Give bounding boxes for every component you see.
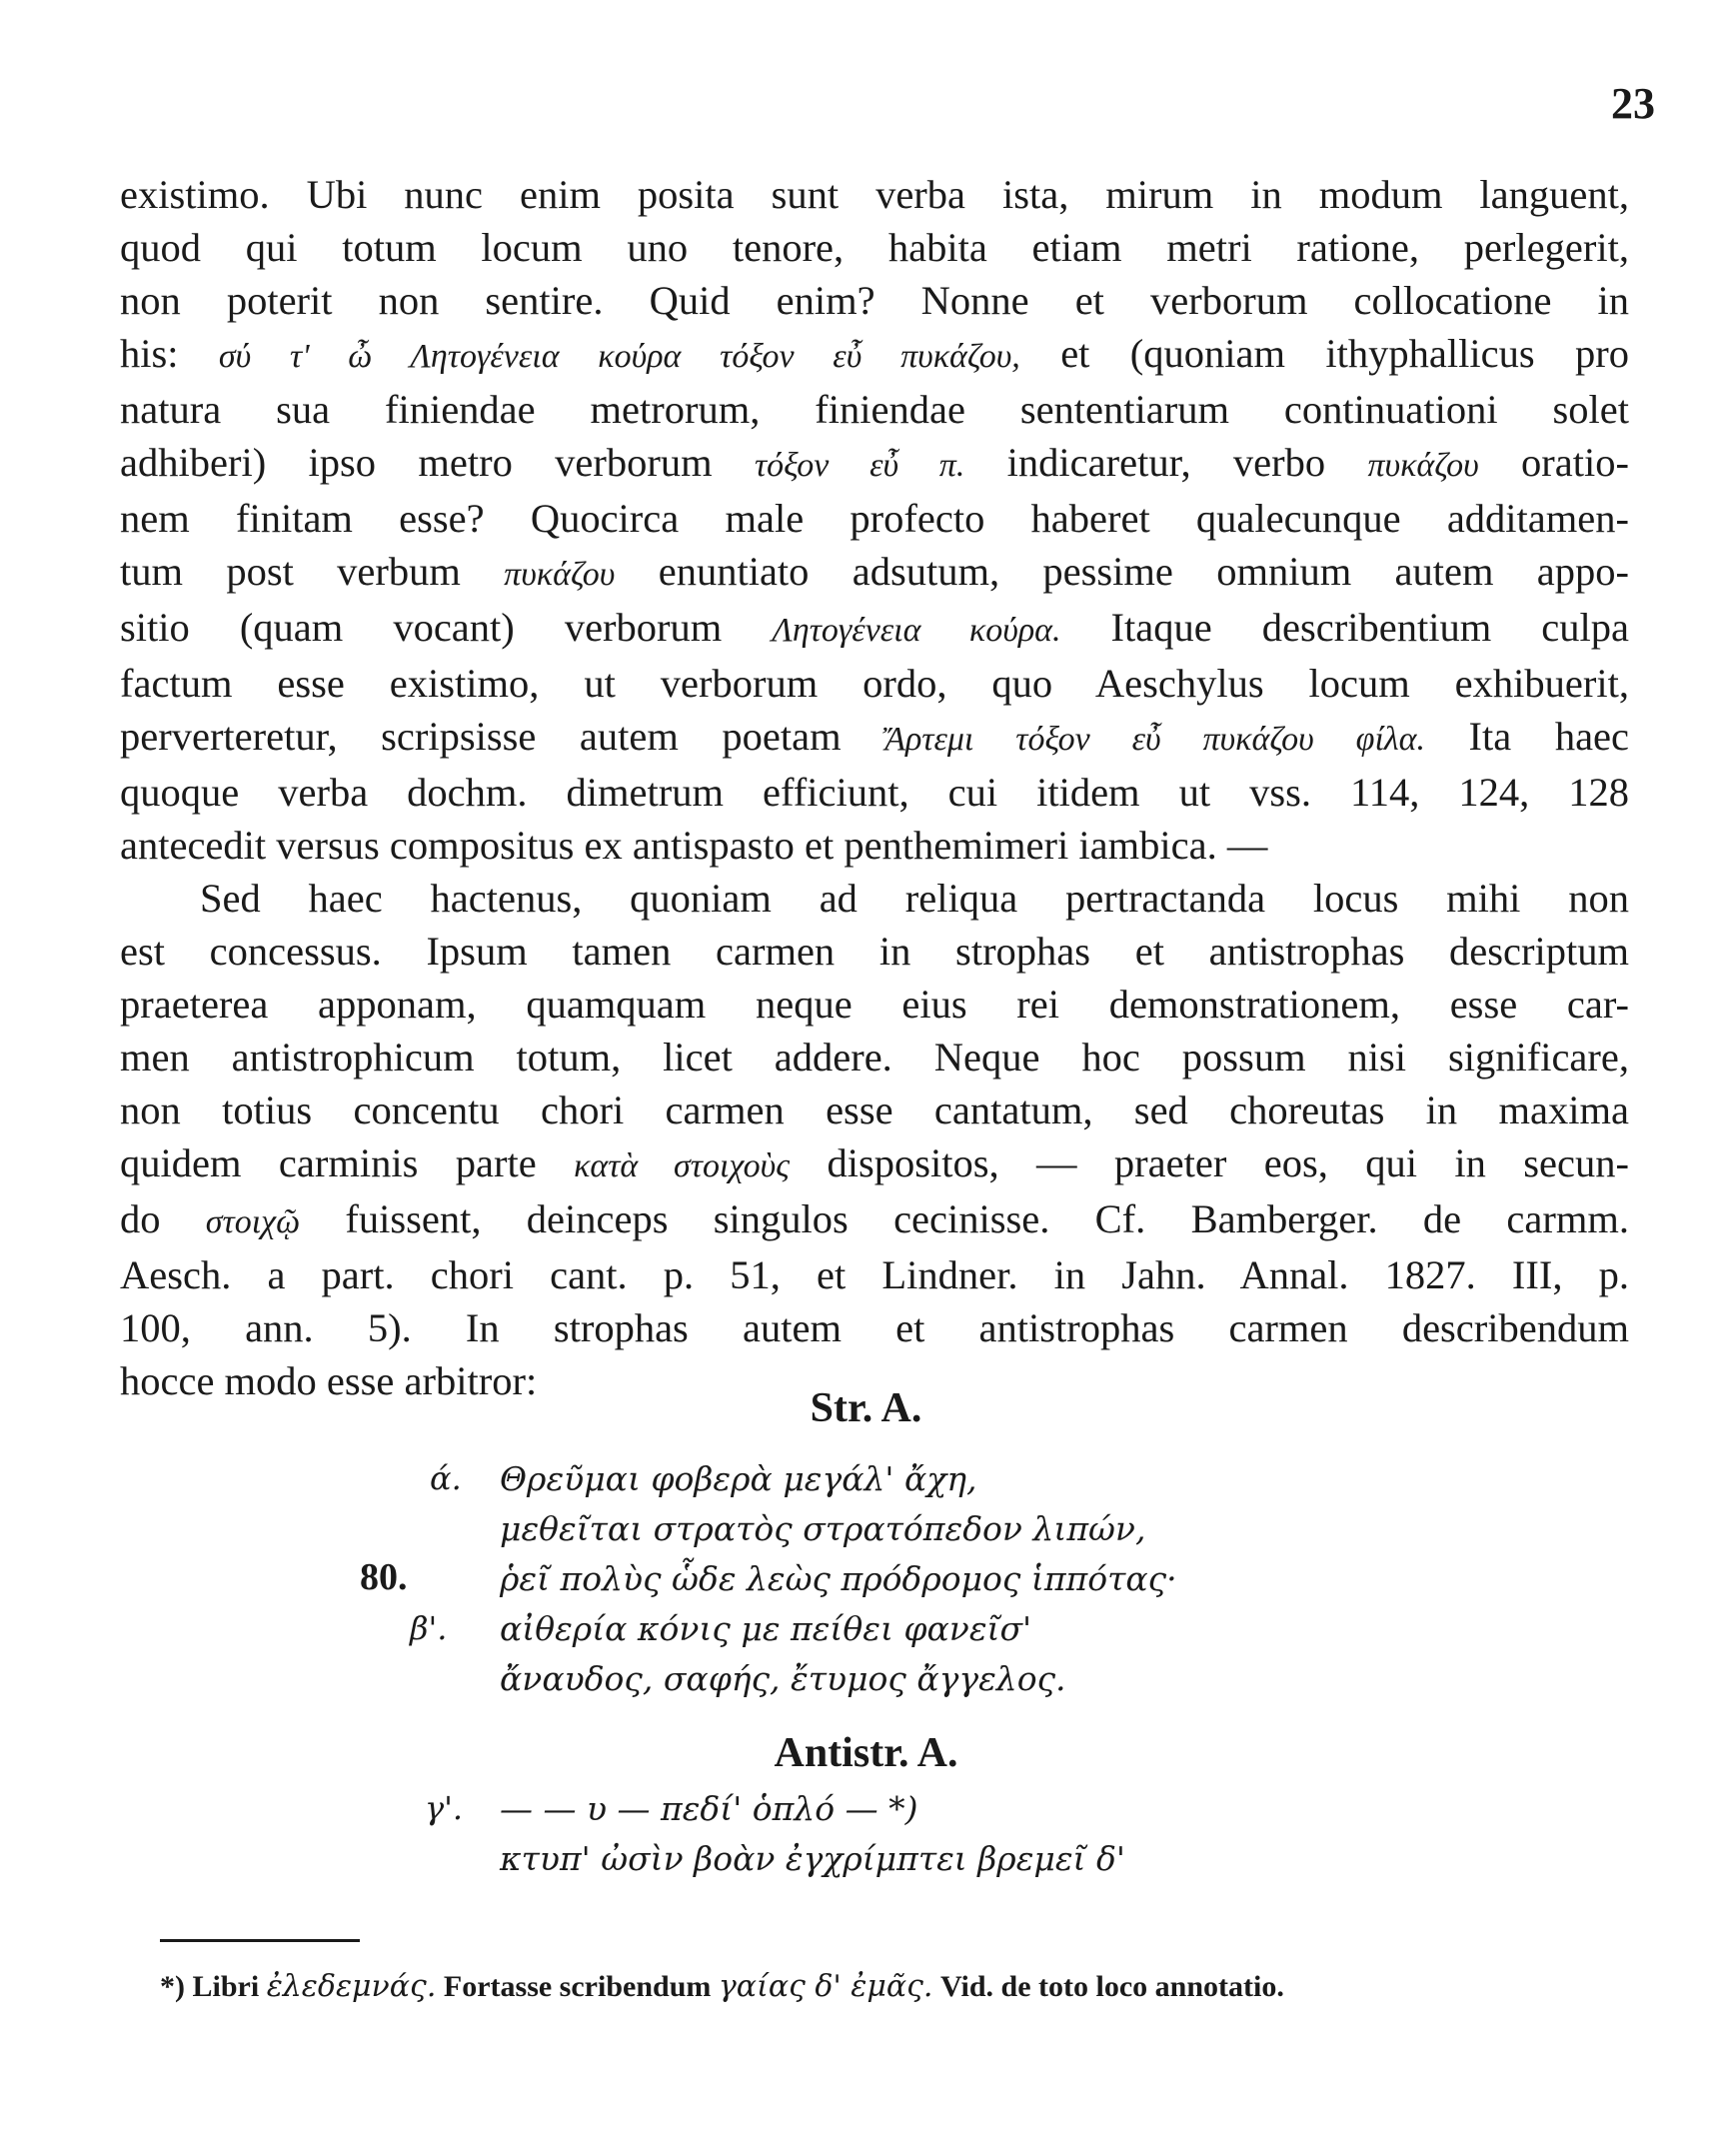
text-line: quidem carminis parte κατὰ στοιχοὺς dispositos, — praeter eos, qui in secun- <box>120 1140 1629 1185</box>
text-line: existimo. Ubi nunc enim posita sunt verba ista, mirum in modum languent, <box>120 172 1629 217</box>
footnote <box>160 1969 1609 2004</box>
footnote-greek: ἐλεδεμνάς. <box>266 1969 437 2004</box>
greek-phrase: κατὰ στοιχοὺς <box>574 1147 791 1184</box>
text-line: adhiberi) ipso metro verborum τόξον εὖ π. indicaretur, verbo πυκάζου oratio- <box>120 440 1629 485</box>
verse-marker-beta: β'. <box>410 1609 448 1647</box>
text-line: factum esse existimo, ut verborum ordo, quo Aeschylus locum exhibuerit, <box>120 661 1629 706</box>
footnote-greek: γαίας δ' ἐμᾶς. <box>718 1969 933 2004</box>
text-line: do στοιχῷ fuissent, deinceps singulos cecinisse. Cf. Bamberger. de carmm. <box>120 1196 1629 1241</box>
text-line: sitio (quam vocant) verborum Λητογένεια κούρα. Itaque describentium culpa <box>120 605 1629 650</box>
greek-phrase: Ἄρτεμι τόξον εὖ πυκάζου φίλα. <box>884 721 1426 758</box>
page-number: 23 <box>1611 79 1655 128</box>
text-line: antecedit versus compositus ex antispasto et penthemimeri iambica. — <box>120 823 1268 868</box>
footnote-text: Vid. de toto loco annotatio. <box>939 1970 1284 2003</box>
text-line: est concessus. Ipsum tamen carmen in strophas et antistrophas descriptum <box>120 929 1629 974</box>
footnote-text: Libri <box>192 1970 260 2003</box>
greek-phrase: πυκάζου <box>504 556 616 593</box>
text-line: praeterea apponam, quamquam neque eius rei demonstrationem, esse car- <box>120 982 1629 1027</box>
main-text <box>120 168 1629 1407</box>
verse-line: — — υ — πεδί' ὁπλό — *) <box>500 1789 918 1828</box>
text-line: his: σύ τ' ὦ Λητογένεια κούρα τόξον εὖ πυκάζου, et (quoniam ithyphallicus pro <box>120 331 1629 376</box>
verse-line: Θρεῦμαι φοβερὰ μεγάλ' ἄχη, <box>500 1459 977 1498</box>
verse-marker-gamma: γ'. <box>425 1789 464 1827</box>
text-line: perverteretur, scripsisse autem poetam Ἄρτεμι τόξον εὖ πυκάζου φίλα. Ita haec <box>120 714 1629 759</box>
greek-phrase: πυκάζου <box>1367 447 1479 484</box>
verse-line: ῥεῖ πολὺς ὧδε λεὼς πρόδρομος ἱππότας· <box>500 1559 1177 1598</box>
text-line: non poterit non sentire. Quid enim? Nonne et verborum collocatione in <box>120 278 1629 323</box>
line-number: 80. <box>360 1556 408 1598</box>
greek-phrase: τόξον εὖ π. <box>754 447 965 484</box>
text-line: quod qui totum locum uno tenore, habita etiam metri ratione, perlegerit, <box>120 225 1629 270</box>
verse-line: ἄναυδος, σαφής, ἔτυμος ἄγγελος. <box>500 1659 1066 1698</box>
footnote-rule <box>160 1939 360 1942</box>
text-line: non totius concentu chori carmen esse cantatum, sed choreutas in maxima <box>120 1087 1629 1132</box>
paragraph-2 <box>120 872 1629 1407</box>
verse-line: κτυπ' ὠσὶν βοὰν ἐγχρίμπτει βρεμεῖ δ' <box>500 1839 1125 1878</box>
antistrophe-heading: Antistr. A. <box>774 1730 958 1776</box>
text-line: tum post verbum πυκάζου enuntiato adsutum, pessime omnium autem appo- <box>120 549 1629 594</box>
text-line: natura sua finiendae metrorum, finiendae sententiarum continuationi solet <box>120 387 1629 432</box>
footnote-text: Fortasse scribendum <box>443 1970 712 2003</box>
text-line: quoque verba dochm. dimetrum efficiunt, cui itidem ut vss. 114, 124, 128 <box>120 770 1629 815</box>
footnote-mark: *) <box>160 1970 185 2003</box>
strophe-heading: Str. A. <box>810 1385 922 1431</box>
text-line: nem finitam esse? Quocirca male profecto haberet qualecunque additamen- <box>120 496 1629 541</box>
verse-marker-alpha: ά. <box>430 1459 462 1497</box>
paragraph-1 <box>120 168 1629 872</box>
text-line: Sed haec hactenus, quoniam ad reliqua pertractanda locus mihi non <box>200 876 1629 921</box>
text-line: Aesch. a part. chori cant. p. 51, et Lindner. in Jahn. Annal. 1827. III, p. <box>120 1252 1629 1297</box>
greek-phrase: στοιχῷ <box>205 1203 301 1240</box>
verse-line: αἰθερία κόνις με πείθει φανεῖσ' <box>500 1609 1032 1648</box>
text-line: hocce modo esse arbitror: <box>120 1358 538 1403</box>
text-line: 100, ann. 5). In strophas autem et antistrophas carmen describendum <box>120 1305 1629 1350</box>
greek-phrase: σύ τ' ὦ Λητογένεια κούρα τόξον εὖ πυκάζου, <box>218 338 1020 375</box>
verse-line: μεθεῖται στρατὸς στρατόπεδον λιπών, <box>500 1509 1146 1548</box>
text-line: men antistrophicum totum, licet addere. Neque hoc possum nisi significare, <box>120 1035 1629 1079</box>
greek-phrase: Λητογένεια κούρα. <box>772 612 1061 649</box>
